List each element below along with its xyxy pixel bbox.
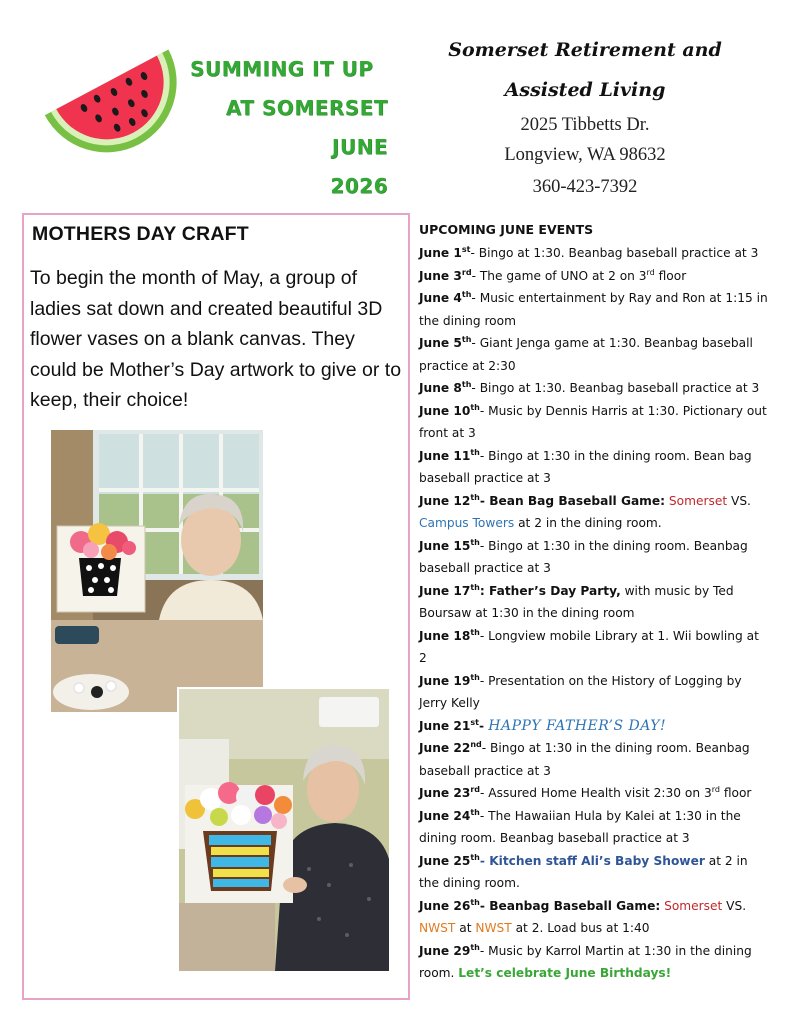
event-date: June 23rd: [419, 784, 481, 800]
craft-photo-2: [177, 687, 391, 973]
event-date: June 17th: [419, 582, 480, 598]
event-date: June 4th: [419, 289, 472, 305]
craft-photo-1: [51, 430, 263, 712]
event-item: June 10th- Music by Dennis Harris at 1:30. Pictionary out front at 3: [419, 402, 767, 440]
event-item: June 3rd- The game of UNO at 2 on 3rd floor: [419, 267, 687, 283]
title-line-1: SUMMING IT UP: [190, 57, 374, 81]
event-item-baseball-game: June 26th- Beanbag Baseball Game: Somerset VS. NWST at NWST at 2. Load bus at 1:40: [419, 897, 747, 935]
event-item-fathers-day-party: June 17th: Father’s Day Party, with music by Ted Boursaw at 1:30 in the dining room: [419, 582, 734, 620]
event-item: June 15th- Bingo at 1:30 in the dining room. Beanbag baseball practice at 3: [419, 537, 748, 575]
event-date: June 19th: [419, 672, 480, 688]
event-item-birthdays: June 29th- Music by Karrol Martin at 1:30 in the dining room. Let’s celebrate June Birthdays!: [419, 942, 752, 980]
event-item: June 8th- Bingo at 1:30. Beanbag baseball practice at 3: [419, 379, 760, 395]
event-date: June 26th: [419, 897, 480, 913]
event-item: June 11th- Bingo at 1:30 in the dining room. Bean bag baseball practice at 3: [419, 447, 752, 485]
events-heading: UPCOMING JUNE EVENTS: [419, 222, 594, 237]
event-date: June 21st: [419, 717, 479, 733]
event-date: June 24th: [419, 807, 480, 823]
phone: 360-423-7392: [532, 177, 638, 197]
event-item: June 5th- Giant Jenga game at 1:30. Beanbag baseball practice at 2:30: [419, 334, 753, 373]
event-date: June 22nd: [419, 739, 482, 755]
craft-article: [22, 213, 410, 1000]
team-somerset: Somerset: [664, 898, 723, 913]
title-line-year: 2026: [330, 174, 388, 198]
event-date: June 18th: [419, 627, 480, 643]
org-name-line-1: Somerset Retirement and: [448, 39, 722, 61]
event-item: June 22nd- Bingo at 1:30 in the dining room. Beanbag baseball practice at 3: [419, 739, 750, 778]
venue: NWST: [475, 921, 512, 935]
craft-body: To begin the month of May, a group of ladies sat down and created beautiful 3D flower vases on a blank canvas. They could be Mother’s Day artwork to give or to keep, their choice!: [30, 267, 402, 411]
event-date: June 12th: [419, 492, 480, 508]
event-item-baby-shower: June 25th- Kitchen staff Ali’s Baby Shower at 2 in the dining room.: [419, 852, 748, 890]
city: Longview, WA 98632: [504, 145, 666, 165]
birthday-celebration: Let’s celebrate June Birthdays!: [458, 966, 672, 980]
event-item-baseball-game: June 12th- Bean Bag Baseball Game: Somerset VS. Campus Towers at 2 in the dining room.: [419, 492, 751, 530]
event-item: June 19th- Presentation on the History of Logging by Jerry Kelly: [419, 672, 742, 710]
event-date: June 5th: [419, 334, 472, 350]
address: 2025 Tibbetts Dr.: [520, 115, 650, 135]
event-date: June 11th: [419, 447, 480, 463]
event-date: June 29th: [419, 942, 480, 958]
happy-fathers-day: HAPPY FATHER’S DAY!: [488, 717, 667, 734]
title-line-month: JUNE: [331, 135, 388, 159]
event-date: June 8th: [419, 379, 472, 395]
org-name-line-2: Assisted Living: [504, 79, 666, 101]
team-somerset: Somerset: [668, 493, 728, 508]
photo-1-illustration: [51, 430, 263, 712]
event-item: June 1st- Bingo at 1:30. Beanbag baseball practice at 3: [419, 244, 759, 260]
event-date: June 3rd: [419, 267, 472, 283]
newsletter-title: [188, 50, 388, 206]
photo-2-illustration: [179, 689, 389, 971]
event-date: June 15th: [419, 537, 480, 553]
event-date: June 10th: [419, 402, 480, 418]
event-item: June 23rd- Assured Home Health visit 2:30 on 3rd floor: [419, 784, 752, 800]
event-item: June 18th- Longview mobile Library at 1. Wii bowling at 2: [419, 627, 759, 665]
events-list: [419, 220, 769, 985]
event-item: June 24th- The Hawaiian Hula by Kalei at 1:30 in the dining room. Beanbag baseball practice at 3: [419, 807, 741, 845]
event-date: June 25th: [419, 852, 480, 868]
team-opponent: Campus Towers: [419, 516, 515, 530]
title-line-2: AT SOMERSET: [225, 96, 388, 120]
contact-block: [430, 30, 740, 202]
watermelon-logo: [40, 40, 192, 158]
event-date: June 1st: [419, 244, 471, 260]
craft-title: MOTHERS DAY CRAFT: [32, 223, 249, 245]
event-item: June 4th- Music entertainment by Ray and Ron at 1:15 in the dining room: [419, 289, 768, 328]
team-opponent: NWST: [419, 921, 456, 935]
event-item-fathers-day: June 21st- HAPPY FATHER’S DAY!: [419, 717, 667, 734]
